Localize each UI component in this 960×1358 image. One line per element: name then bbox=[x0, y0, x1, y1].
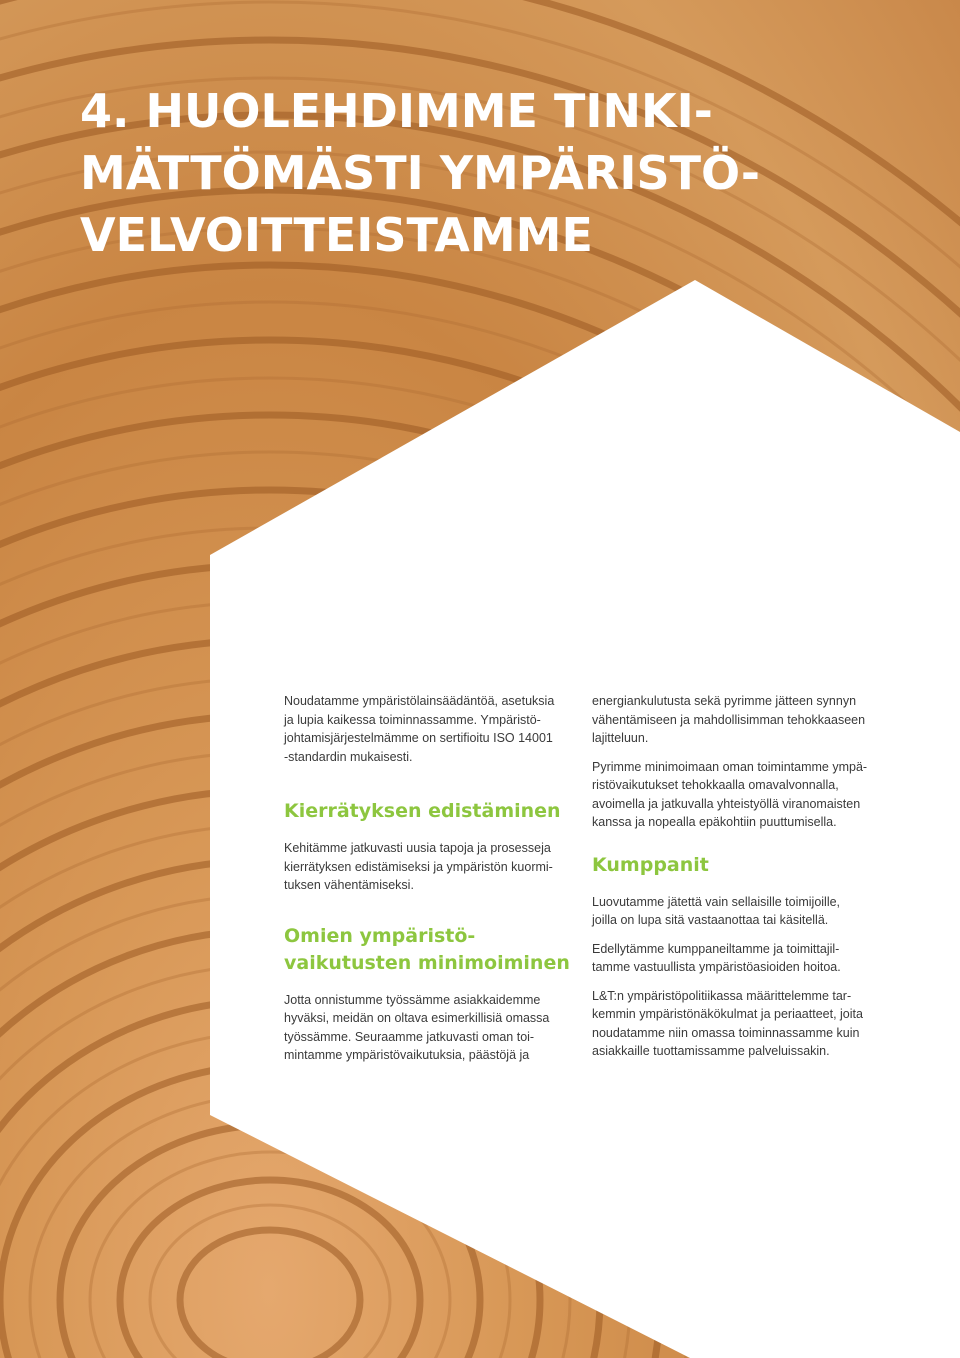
page-title bbox=[80, 80, 840, 266]
minimize-paragraph: Pyrimme minimoimaan oman toimintamme ympä- ristövaikutukset tehokkaalla omavalvonnalla, avoimella ja jatkuvalla yhteistyöllä viranomaisten kanssa ja nopealla epäkohtiin puuttumisella. bbox=[592, 759, 868, 829]
intro-paragraph: Noudatamme ympäristölainsäädäntöä, asetuksia ja lupia kaikessa toiminnassamme. Ympäristö- johtamisjärjestelmämme on sertifioitu ISO 14001 -standardin mukaisesti. bbox=[284, 694, 555, 764]
impacts-heading: Omien ympäristö- vaikutusten minimoiminen bbox=[284, 924, 570, 974]
partners-heading: Kumppanit bbox=[592, 853, 709, 876]
continuation-paragraph: energiankulutusta sekä pyrimme jätteen synnyn vähentämiseen ja mahdollisimman tehokkaaseen lajitteluun. bbox=[592, 694, 866, 745]
partners-paragraph-2: Edellytämme kumppaneiltamme ja toimittajil- tamme vastuullista ympäristöasioiden hoitoa. bbox=[592, 941, 841, 974]
title-line: VELVOITTEISTAMME bbox=[80, 208, 593, 262]
partners-paragraph-3: L&T:n ympäristöpolitiikassa määrittelemme tar- kemmin ympäristönäkökulmat ja periaatteet, joita noudatamme niin omassa toiminnassamme kuin asiakkaille tuottamissamme palveluissakin. bbox=[592, 988, 863, 1058]
recycling-paragraph: Kehitämme jatkuvasti uusia tapoja ja prosesseja kierrätyksen edistämiseksi ja ympäristön kuormi- tuksen vähentämiseksi. bbox=[284, 841, 553, 892]
recycling-heading: Kierrätyksen edistäminen bbox=[284, 800, 561, 822]
left-column bbox=[284, 692, 574, 1075]
partners-paragraph-1: Luovutamme jätettä vain sellaisille toimijoille, joilla on lupa sitä vastaanottaa tai käsitellä. bbox=[592, 894, 841, 927]
title-line: MÄTTÖMÄSTI YMPÄRISTÖ- bbox=[80, 146, 761, 200]
right-column bbox=[592, 692, 892, 1071]
impacts-paragraph: Jotta onnistumme työssämme asiakkaidemme hyväksi, meidän on oltava esimerkillisiä omassa työssämme. Seuraamme jatkuvasti oman toi- mintamme ympäristövaikutuksia, päästöjä ja bbox=[284, 992, 550, 1062]
title-line: 4. HUOLEHDIMME TINKI- bbox=[80, 84, 713, 138]
